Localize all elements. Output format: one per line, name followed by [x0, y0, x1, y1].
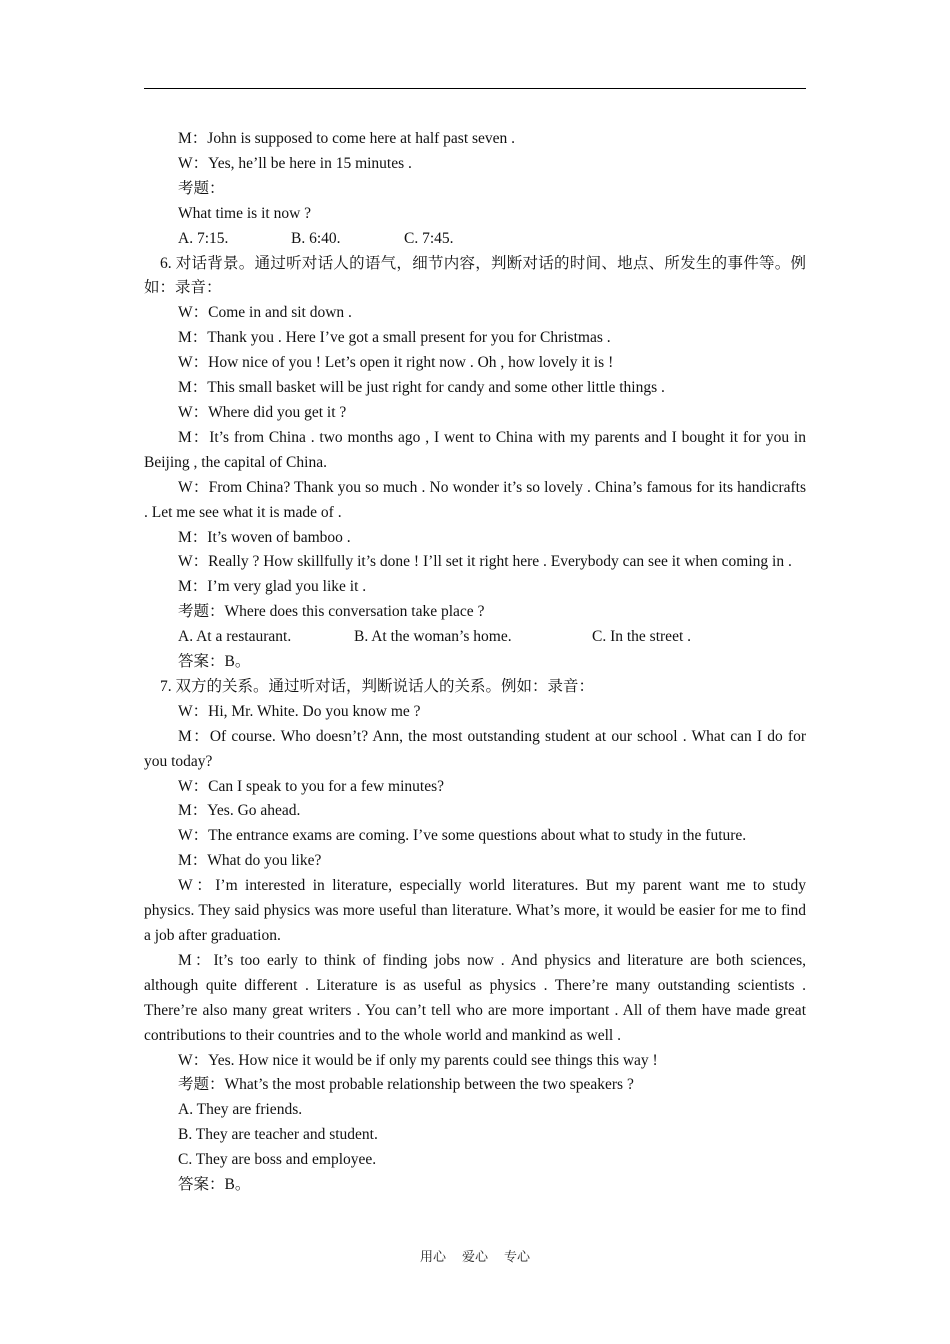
option-b: B. At the woman’s home. [354, 628, 512, 646]
option-a: A. 7:15. [178, 229, 229, 247]
dialogue-line: W：I’m interested in literature, especially world literatures. But my parent want me to study physics. They said physics was more useful than literature. What’s more, it would be easier for me to find a job after graduation. [144, 877, 806, 944]
section-heading: 7. 双方的关系。通过听对话，判断说话人的关系。例如：录音： [160, 677, 595, 695]
page-footer [0, 1247, 950, 1267]
answer-line: 答案：B。 [178, 653, 251, 671]
dialogue-line: M：It’s woven of bamboo . [178, 528, 351, 546]
dialogue-line: M：John is supposed to come here at half past seven . [178, 130, 516, 147]
dialogue-line: W：How nice of you ! Let’s open it right now . Oh , how lovely it is ! [178, 354, 614, 372]
document-body [144, 127, 806, 1198]
answer-options [144, 625, 806, 650]
dialogue-line: W：Where did you get it ? [178, 403, 347, 421]
option-c: C. 7:45. [404, 229, 454, 247]
dialogue-line: M：It’s from China . two months ago , I went to China with my parents and I bought it for you in Beijing , the capital of China. [144, 428, 806, 471]
dialogue-line: W：Hi, Mr. White. Do you know me ? [178, 702, 421, 720]
section-heading: 6. 对话背景。通过听对话人的语气，细节内容，判断对话的时间、地点、所发生的事件等。例如：录音： [144, 254, 806, 297]
footer-text: 专心 [504, 1249, 531, 1264]
dialogue-line: M：Yes. Go ahead. [178, 802, 301, 820]
option-c: C. They are boss and employee. [178, 1151, 377, 1169]
dialogue-line: W：From China? Thank you so much . No wonder it’s so lovely . China’s famous for its handicrafts . Let me see what it is made of . [144, 478, 806, 521]
question-text: What time is it now ? [178, 204, 312, 222]
question-label: 考题： [178, 179, 225, 197]
option-c: C. In the street . [592, 628, 692, 646]
dialogue-line: M：I’m very glad you like it . [178, 578, 367, 596]
dialogue-line: W：The entrance exams are coming. I’ve some questions about what to study in the future. [178, 827, 747, 845]
dialogue-line: W：Can I speak to you for a few minutes? [178, 777, 445, 795]
footer-text: 用心 [419, 1249, 446, 1264]
option-a: A. At a restaurant. [178, 628, 292, 646]
header-rule [144, 88, 806, 89]
dialogue-line: M：Of course. Who doesn’t? Ann, the most outstanding student at our school . What can I do for you today? [144, 727, 806, 770]
question-text: 考题：Where does this conversation take place ? [178, 603, 485, 621]
dialogue-line: W：Come in and sit down . [178, 304, 352, 322]
footer-text: 爱心 [461, 1249, 488, 1264]
dialogue-line: M：Thank you . Here I’ve got a small present for you for Christmas . [178, 329, 611, 347]
answer-line: 答案：B。 [178, 1176, 251, 1194]
dialogue-line: W：Really ? How skillfully it’s done ! I’ll set it right here . Everybody can see it when coming in . [178, 553, 792, 571]
dialogue-line: W：Yes, he’ll be here in 15 minutes . [178, 154, 412, 172]
answer-options [144, 227, 806, 252]
dialogue-line: W：Yes. How nice it would be if only my parents could see things this way ! [178, 1051, 658, 1069]
question-text: 考题：What’s the most probable relationship between the two speakers ? [178, 1076, 634, 1094]
option-b: B. They are teacher and student. [178, 1126, 378, 1144]
dialogue-line: M：What do you like? [178, 852, 322, 870]
dialogue-line: M：This small basket will be just right for candy and some other little things . [178, 379, 665, 397]
option-b: B. 6:40. [291, 229, 341, 247]
option-a: A. They are friends. [178, 1101, 303, 1119]
dialogue-line: M：It’s too early to think of finding jobs now . And physics and literature are both sciences, although quite different . Literature is as useful as physics . There’re many outstanding scientists . There’re also many great writers . You can’t tell who are more important . All of them have made great contributions to their countries and to the whole world and mankind as well . [144, 951, 806, 1044]
